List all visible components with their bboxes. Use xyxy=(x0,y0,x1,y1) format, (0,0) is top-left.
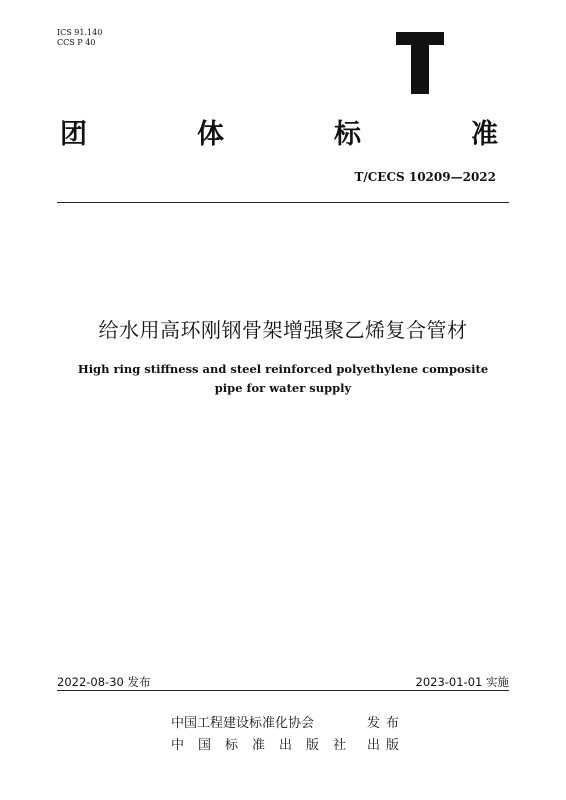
standard-kind-heading xyxy=(60,112,500,151)
kind-char: 体 xyxy=(197,119,226,150)
standard-number: T/CECS 10209—2022 xyxy=(354,170,496,184)
publisher-org: 中国标准出版社 xyxy=(171,738,361,753)
title-english-line1: High ring stiffness and steel reinforced polyethylene composite xyxy=(77,362,489,376)
t-standard-logo xyxy=(396,30,444,94)
publisher-block xyxy=(0,712,566,772)
title-chinese: 给水用高环刚钢骨架增强聚乙烯复合管材 xyxy=(98,318,468,342)
title-english-line2: pipe for water supply xyxy=(214,381,352,395)
publisher-action: 发布 xyxy=(367,716,406,731)
ccs-code: CCS P 40 xyxy=(57,38,96,47)
top-divider xyxy=(57,202,509,203)
ics-code: ICS 91.140 xyxy=(57,28,103,37)
logo-stem xyxy=(411,32,429,94)
publisher-action: 出版 xyxy=(367,738,406,753)
classification-codes xyxy=(57,28,102,48)
implement-date: 2023-01-01 实施 xyxy=(415,675,509,689)
publisher-org: 中国工程建设标准化协会 xyxy=(171,716,315,731)
title-english xyxy=(0,360,566,398)
kind-char: 团 xyxy=(60,119,89,150)
bottom-divider xyxy=(57,690,509,691)
kind-char: 准 xyxy=(471,119,500,150)
kind-char: 标 xyxy=(334,119,363,150)
publish-date: 2022-08-30 发布 xyxy=(57,675,151,689)
